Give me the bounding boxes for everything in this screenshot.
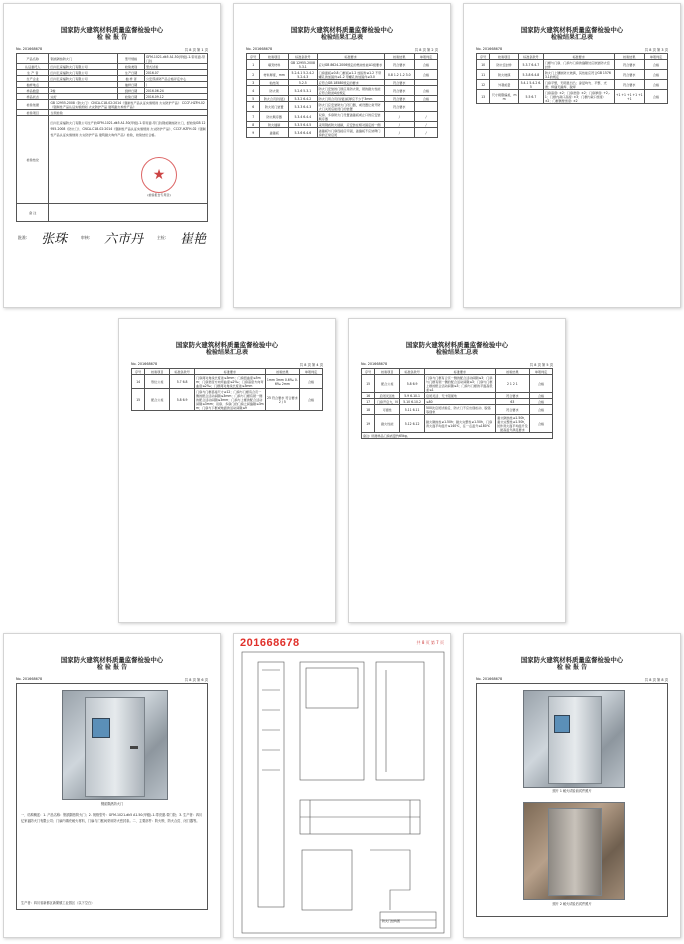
- cell-no: 10: [477, 60, 490, 70]
- remarks-label: 备 注: [17, 204, 49, 222]
- column-header: 检验结果: [614, 54, 645, 60]
- column-header: 检验项目: [490, 54, 519, 60]
- org-title: 国家防火建筑材料质量监督检验中心: [290, 26, 394, 34]
- note-text: 备注: 所测样品门扇质量约65kg。: [362, 433, 553, 439]
- cell-req: 采用钢质防火插销，应安装在相对固定的一侧: [317, 122, 384, 128]
- column-header: 标准要求: [543, 54, 614, 60]
- summary-table: [131, 368, 323, 411]
- cell-clause: 5.11 6.11: [400, 405, 425, 415]
- cell-clause: 5.10 6.10.2: [400, 399, 425, 405]
- cell-res: 符合要求: [384, 96, 415, 102]
- conclusion-label: 检验结论: [17, 116, 49, 204]
- table-row: [247, 70, 438, 80]
- org-title: 国家防火建筑材料质量监督检验中心: [175, 341, 279, 349]
- cell-item: 外观质量: [490, 80, 519, 90]
- cell-no: 14: [132, 375, 145, 389]
- field-label: 抽样地点: [17, 82, 49, 88]
- field-value: 2016.07: [144, 70, 207, 76]
- report-page-5: [348, 318, 566, 623]
- cell-clause: 5.3.2 6.4.2: [289, 96, 318, 102]
- summary-title: 检验结果汇总表: [550, 34, 593, 41]
- cell-judge: 合格: [415, 86, 438, 96]
- door-handle: [130, 746, 138, 749]
- summary-table: [476, 53, 668, 104]
- column-header: 单项判定: [645, 54, 668, 60]
- column-header: 序号: [247, 54, 260, 60]
- cell-judge: 合格: [645, 60, 668, 70]
- cell-res: 符合要求: [384, 80, 415, 86]
- org-title: 国家防火建筑材料质量监督检验中心: [60, 26, 164, 34]
- cell-no: 19: [362, 415, 375, 433]
- cell-item: 材料厚度，mm: [260, 70, 289, 80]
- basis-value: GB 12955-2008《防火门》 CNCA-C18-02:2014《强制性产品认证实施规则 火灾防护产品》 CCCF-HZFH-02《强制性产品认证实施细则 火灾防护产品 建筑耐火构件产品》: [49, 100, 208, 110]
- door-label-plate: [554, 715, 570, 733]
- door-glass-panel: [306, 668, 358, 708]
- cell-judge: 合格: [530, 415, 553, 433]
- cell-req: 应符合GB 18580规定的要求: [317, 80, 384, 86]
- door-leaf: [85, 697, 145, 797]
- page-label: 共 8 页 第 8 页: [644, 678, 668, 682]
- approve-signature: 张珠: [41, 232, 68, 247]
- frame-profile: [370, 850, 410, 910]
- table-row: [477, 60, 668, 70]
- report-page-6: [3, 633, 221, 938]
- cell-judge: 合格: [530, 393, 553, 399]
- cell-no: 7: [247, 112, 260, 122]
- cell-item: 防火密封件: [490, 60, 519, 70]
- table-row: [247, 86, 438, 96]
- seal-caption: (检验报告专用章): [147, 193, 171, 197]
- cell-item: 启闭灵活性: [375, 393, 400, 399]
- report-number: No. 201668678: [476, 47, 503, 51]
- cell-no: 5: [247, 96, 260, 102]
- cell-res: /: [384, 112, 415, 122]
- cell-no: 15: [362, 375, 375, 393]
- cell-clause: 5.3.3 6.4.3: [289, 102, 318, 112]
- cell-judge: 合格: [415, 96, 438, 102]
- cell-req: 门扇与门框搭接尺寸≥12；门扇与门框有合页一侧的配合活动间隙≤3mm；门扇与门框有锁一侧的配合活动间隙≤3mm；门扇与上框的配合活动间隙≤3mm；双扇、多扇门的门扇之间缝隙≤3mm；门扇与下框或地面的活动间隙≤9: [196, 389, 264, 410]
- cell-clause: 5.2.6 5.3.1: [289, 86, 318, 96]
- review-signature: 六市丹: [104, 232, 144, 247]
- cell-res: 2 1 2 1: [495, 375, 529, 393]
- report-page-8: [463, 633, 681, 938]
- drawing-caption: 防火门结构图: [382, 919, 401, 923]
- report-number: No. 201668678: [476, 677, 503, 681]
- cell-judge: /: [415, 112, 438, 122]
- page-title: 检 验 报 告: [96, 34, 128, 41]
- cell-res: 符合要求: [384, 102, 415, 112]
- column-header: 检验项目: [375, 369, 400, 375]
- report-number: No. 201668678: [361, 362, 388, 366]
- cell-item: 可靠性: [375, 405, 400, 415]
- door-label-plate: [92, 718, 110, 738]
- cell-res: 耐火隔热性≥1.50h，耐火完整性≥1.50h，试件背火面平均温升及最高温升满足要求: [496, 415, 528, 432]
- cell-res: 符合要求: [614, 80, 645, 90]
- cell-clause: 5.4.1 5.4.2 6.5: [519, 80, 544, 90]
- cell-res: 符合要求: [384, 60, 415, 70]
- field-label: 检验类别: [118, 64, 145, 70]
- inspection-seal: ★: [141, 157, 177, 193]
- photo-2-caption: 照片 2 耐火试验后试件照片: [552, 902, 592, 906]
- cell-item: 防火闭门装置: [260, 102, 289, 112]
- items-value: 全项检验: [49, 110, 208, 116]
- field-value: 2016.09.12: [144, 94, 207, 100]
- column-header: 检验项目: [145, 369, 170, 375]
- cell-clause: 5.3.7 6.4.7: [519, 60, 544, 70]
- cell-item: 耐火性能: [375, 415, 400, 433]
- cell-judge: [415, 102, 438, 112]
- cell-clause: 5.8 6.9: [170, 389, 195, 411]
- field-label: 产品名称: [17, 54, 49, 64]
- page-label: 共 8 页 第 5 页: [529, 363, 553, 367]
- cell-no: 17: [362, 399, 375, 405]
- cell-item: 防火玻璃: [490, 70, 519, 80]
- cell-res: 符合要求: [495, 393, 529, 399]
- column-header: 标准要求: [317, 54, 384, 60]
- items-label: 检验项目: [17, 110, 49, 116]
- cell-res: /: [384, 128, 415, 138]
- column-header: 检验结果: [495, 369, 529, 375]
- cell-item: 防火插销: [260, 122, 289, 128]
- cell-req: 盖缝板与门扇连接应牢固，盖缝板不应妨碍门扇的正常启闭: [317, 128, 384, 138]
- column-header: 检验结果: [384, 54, 415, 60]
- cell-no: 16: [362, 393, 375, 399]
- summary-table: [246, 53, 438, 138]
- cell-clause: 5.3.8 6.4.8: [519, 70, 544, 80]
- org-title: 国家防火建筑材料质量监督检验中心: [60, 656, 164, 664]
- cell-judge: 合格: [530, 375, 553, 393]
- report-page-1: [3, 3, 221, 308]
- door-leaf: [548, 696, 602, 784]
- cell-clause: GB 12955-2008 5.3.1: [289, 60, 318, 70]
- conclusion-text: 四川亿家福防火门有限公司生产的GFM-1021-dk5 A1.50(甲级)-1-带亮窗-带门铰钢质隔热防火门，经检验GB 12955-2008《防火门》、CNCA-C18-02:2014《强制性产品认证实施规则 火灾防护产品》、CCCF-HZFH-02《强制性产品认证实施细则 火灾防护产品 建筑耐火构件产品》检验，检验结论合格。: [50, 120, 206, 137]
- cell-judge: /: [415, 122, 438, 128]
- field-label: 生产日期: [118, 70, 145, 76]
- photo-1-caption: 照片 1 耐火试验前试件照片: [552, 789, 592, 793]
- photo-after-test: [523, 802, 625, 900]
- cell-item: 配合公差: [375, 375, 400, 393]
- drawing-border: [242, 652, 444, 933]
- cell-res: 符合要求: [614, 70, 645, 80]
- org-title: 国家防火建筑材料质量监督检验中心: [520, 26, 624, 34]
- cell-clause: 5.2.5: [289, 80, 318, 86]
- frame-detail: [302, 850, 352, 910]
- summary-table: [361, 368, 553, 439]
- cell-item: 填充材料: [260, 60, 289, 70]
- cell-item: 尺寸极限偏差，mm: [490, 90, 519, 104]
- column-header: 单项判定: [530, 369, 553, 375]
- table-row: [362, 375, 553, 393]
- cell-judge: /: [415, 128, 438, 138]
- cell-req: 门扇高度: ±2；门扇宽度: ±2；门扇厚度: +2,-1；门框内裁口高度: ±3；门框内裁口宽度: ±2；门框侧壁宽度: ±2: [543, 90, 614, 104]
- summary-title: 检验结果汇总表: [205, 349, 248, 356]
- field-label: 样品数量: [17, 88, 49, 94]
- page-label: 共 8 页 第 2 页: [414, 48, 438, 52]
- cell-clause: 5.5 6.7: [519, 90, 544, 104]
- column-header: 标准条款号: [400, 369, 425, 375]
- cell-no: 12: [477, 80, 490, 90]
- field-value: 钢质隔热防火门: [49, 54, 118, 64]
- cell-res: 0.8 1.2 1.2 3.0: [384, 70, 415, 80]
- cell-req: 防火门上镶嵌防火玻璃，其性能应符合GB 15763.1的规定: [543, 70, 614, 80]
- cell-judge: 合格: [645, 70, 668, 80]
- info-table: [16, 53, 208, 222]
- cell-no: 15: [132, 389, 145, 411]
- field-value: 四川亿家福防火门有限公司: [49, 64, 118, 70]
- cell-no: 2: [247, 70, 260, 80]
- cell-res: 25 符合要求 符合要求 2 / 5: [265, 389, 299, 411]
- page-label: 共 8 页 第 1 页: [184, 48, 208, 52]
- page-label: 共 8 页 第 4 页: [299, 363, 323, 367]
- cell-item: 门扇开启力，N: [376, 399, 398, 404]
- red-report-number: 201668678: [240, 637, 300, 649]
- basis-label: 检验依据: [17, 100, 49, 110]
- page-title: 检 验 报 告: [96, 664, 128, 671]
- table-row: [477, 90, 668, 104]
- cell-no: 9: [247, 128, 260, 138]
- field-value: GFM-1021-dk5 A1.50(甲级)-1-带亮窗-带门铰: [144, 54, 207, 64]
- field-value: 四川亿家福防火门有限公司: [49, 76, 118, 82]
- cell-clause: 5.9 6.10.1: [400, 393, 425, 399]
- cell-judge: 合格: [530, 405, 553, 415]
- cell-clause: 5.3.5 6.4.5: [289, 122, 318, 128]
- cell-no: 18: [362, 405, 375, 415]
- field-label: 检验日期: [118, 94, 145, 100]
- cell-item: 盖缝板: [260, 128, 289, 138]
- field-label: 型号规格: [118, 54, 145, 64]
- cell-judge: 合格: [300, 389, 323, 411]
- cell-no: 13: [477, 90, 490, 104]
- field-label: 认证委托人: [17, 64, 49, 70]
- plan-detail: [300, 800, 420, 834]
- report-number: No. 201668678: [16, 47, 43, 51]
- photo-before-test: [523, 690, 625, 788]
- approve-label: 批准:: [18, 234, 28, 240]
- door-rear-elevation: [376, 662, 424, 780]
- cell-res: +1 +1 +1 +1 +1 +1: [614, 90, 645, 104]
- field-value: 完好: [49, 94, 118, 100]
- structure-description: 一、结构概述：1. 产品名称：钢质隔热防火门；2. 规格型号：GFM-1021-dk5 A1.50(甲级)-1-带亮窗-带门铰；3. 生产者：四川亿家福防火门有限公司；门扇内填充耐火材料，门扇与门框间采用防火密封条。二、主要部件：防火锁、防火合页、闭门器等。: [21, 813, 203, 823]
- cell-req: 耐火隔热性≥1.50h；耐火完整性≥1.50h，门扇背火面平均温升≤140℃，任一点温升≤180℃: [425, 415, 496, 433]
- cell-res: 符合要求: [614, 60, 645, 70]
- cell-clause: 5.3.4 6.4.4: [289, 112, 318, 122]
- report-page-3: [463, 3, 681, 308]
- cell-item: 配合公差: [145, 389, 170, 411]
- cell-item: 防火合页(铰链): [260, 96, 289, 102]
- door-photo: [62, 690, 168, 800]
- cell-res: 符合要求: [495, 405, 529, 415]
- field-value: 2樘: [49, 88, 118, 94]
- cell-item: 形位公差: [145, 375, 170, 389]
- page-label: 共 8 页 第 7 页: [416, 640, 444, 645]
- column-header: 标准条款号: [519, 54, 544, 60]
- field-label: 抽 样 者: [118, 76, 145, 82]
- section-hatching: [262, 670, 280, 770]
- page-label: 共 8 页 第 6 页: [184, 678, 208, 682]
- cell-req: 应对GB 8624-2006规定的燃烧性能A1级要求: [317, 60, 384, 70]
- cell-no: 8: [247, 122, 260, 128]
- cell-req: 门扇面板≥0.8 门框板≥1.2 加固件≥1.2 不带螺孔的加固件≥1.2 带螺孔的加固件≥3.0: [317, 70, 384, 80]
- structure-drawing: [240, 650, 446, 935]
- cell-no: 6: [247, 102, 260, 112]
- org-title: 国家防火建筑材料质量监督检验中心: [405, 341, 509, 349]
- table-row: [247, 128, 438, 138]
- column-header: 标准要求: [195, 369, 266, 375]
- report-page-2: [233, 3, 451, 308]
- column-header: 标准条款号: [289, 54, 318, 60]
- info-row: [17, 54, 208, 64]
- column-header: 标准要求: [425, 369, 496, 375]
- cell-req: 双扇、多扇防火门设置盖缝板或止口的应安装顺序器: [317, 112, 384, 122]
- table-row: [362, 405, 553, 415]
- table-row: [247, 112, 438, 122]
- cell-clause: 5.7 6.8: [170, 375, 195, 389]
- cell-req: 500次启闭试验后，防火门不应出现松动、脱落等现象: [425, 405, 496, 415]
- column-header: 序号: [362, 369, 375, 375]
- cell-req: 启闭灵活、无卡阻现象: [425, 393, 496, 399]
- table-row: [477, 70, 668, 80]
- report-number: No. 201668678: [16, 677, 43, 681]
- page-label: 共 8 页 第 3 页: [644, 48, 668, 52]
- cell-req: 防火门安装的门锁应是防火锁，锁的耐火性能应符合附录A的规定: [317, 86, 384, 96]
- field-value: 型式试验: [144, 64, 207, 70]
- cell-clause: 5.3.6 6.4.6: [289, 128, 318, 138]
- cell-no: 3: [247, 80, 260, 86]
- field-label: 到样日期: [118, 88, 145, 94]
- cell-req: 门框与门扇、门扇与门扇的缝隙处应嵌装防火密封件: [543, 60, 614, 70]
- cell-req: 门扇平整，无明显凹凸；涂层均匀、平整、光滑；焊缝无漏焊、脱焊: [543, 80, 614, 90]
- cell-clause: 5.2.4.1 5.2.4.2 5.2.4.3: [289, 70, 318, 80]
- column-header: 检验结果: [265, 369, 299, 375]
- report-page-4: [118, 318, 336, 623]
- field-label: 抽样日期: [118, 82, 145, 88]
- table-row: [477, 80, 668, 90]
- cell-req: 门扇与门框有合页一侧的配合活动间隙≤3；门扇与门框有锁一侧的配合活动间隙≤3；门扇与门框上框的配合活动间隙≤3；门扇与门框的平面高低差≤1: [425, 375, 496, 393]
- cell-judge: 合格: [300, 375, 323, 389]
- table-row: [132, 375, 323, 389]
- column-header: 序号: [477, 54, 490, 60]
- cell-judge: 合格: [645, 90, 668, 104]
- field-label: 样品状态: [17, 94, 49, 100]
- cell-clause: 5.8 6.9: [400, 375, 425, 393]
- review-label: 审核:: [80, 234, 91, 240]
- cell-judge: 合格: [645, 80, 668, 90]
- cell-judge: 合格: [530, 399, 553, 405]
- cell-req: 防火门应安装防火门闭门器，或设置让常开防火门关闭后能闭门的装置: [317, 102, 384, 112]
- table-row: [247, 102, 438, 112]
- cell-no: 1: [247, 60, 260, 70]
- cell-no: 11: [477, 70, 490, 80]
- field-value: /: [144, 82, 207, 88]
- cell-res: 1mm 3mm 0.6‰ 0.6‰ 2mm: [265, 375, 299, 389]
- report-number: No. 201668678: [246, 47, 273, 51]
- field-label: 生产企业: [17, 76, 49, 82]
- cell-clause: 5.12 6.12: [400, 415, 425, 433]
- table-row: [132, 389, 323, 411]
- summary-title: 检验结果汇总表: [320, 34, 363, 41]
- column-header: 检验项目: [260, 54, 289, 60]
- cell-item: 防火锁: [260, 86, 289, 96]
- section-view: [258, 662, 284, 907]
- field-value: 公安部消防产品合格评定中心: [144, 76, 207, 82]
- door-elevation: [300, 662, 364, 780]
- check-label: 主检:: [156, 234, 167, 240]
- burnt-door-leaf: [548, 808, 602, 896]
- cell-item: 粘结剂: [260, 80, 289, 86]
- field-value: 四川亿家福防火门有限公司: [49, 70, 118, 76]
- cell-req: ≤80: [425, 399, 496, 405]
- cell-judge: 合格: [415, 70, 438, 80]
- org-title: 国家防火建筑材料质量监督检验中心: [520, 656, 624, 664]
- cell-req: 门扇两对角线长度差≤3mm；门扇扭曲度≤5mm；门扇宽度方向弯曲度≤2‰；门扇高度方向弯曲度≤2‰；门框两对角线长度差≤3mm: [196, 375, 264, 388]
- cell-res: 符合要求: [384, 86, 415, 96]
- cell-no: 4: [247, 86, 260, 96]
- column-header: 单项判定: [300, 369, 323, 375]
- cell-req: 防火门用合页(铰链)板厚应不少于3mm: [317, 96, 384, 102]
- table-row: [362, 415, 553, 433]
- field-label: 生 产 者: [17, 70, 49, 76]
- photo-caption: 钢质隔热防火门: [100, 802, 124, 806]
- cell-item: 防火顺序器: [260, 112, 289, 122]
- check-signature: 崔艳: [179, 232, 206, 247]
- column-header: 标准条款号: [170, 369, 195, 375]
- report-number: No. 201668678: [131, 362, 158, 366]
- table-row: [247, 60, 438, 70]
- page-title: 检 验 报 告: [556, 664, 588, 671]
- column-header: 序号: [132, 369, 145, 375]
- cell-res: 63: [495, 399, 529, 405]
- summary-title: 检验结果汇总表: [435, 349, 478, 356]
- cell-judge: 合格: [415, 60, 438, 70]
- footer-text: 生产者：四川省新都区新繁镇工业园区（以下空白）: [21, 901, 95, 905]
- column-header: 单项判定: [415, 54, 438, 60]
- cell-res: /: [384, 122, 415, 128]
- report-page-7: [233, 633, 451, 938]
- field-value: 2016.06.24: [144, 88, 207, 94]
